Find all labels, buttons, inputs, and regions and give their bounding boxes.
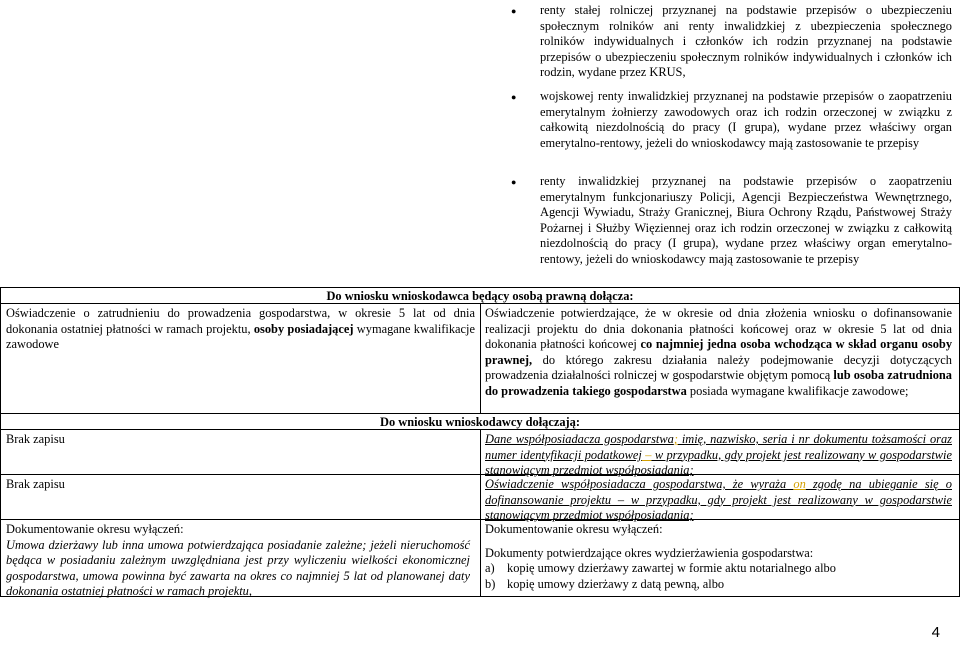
bullet-icon: ●: [511, 92, 517, 102]
row1-right-text: do którego zakresu działania należy podejmowanie decyzji dotyczących prowadzenia działalności rolniczej w gospodarstwie objętym pomocą: [485, 352, 952, 383]
page-number: 4: [931, 624, 940, 642]
bullet-text: renty stałej rolniczej przyznanej na podstawie przepisów o ubezpieczeniu społecznym rolników ani renty inwalidzkiej z ubezpieczenia społecznego rolników indywidualnych i członków ich rodzin przyznanej na podstawie przepisów o ubezpieczeniu społecznym rolników indywidualnych i członków ich rodzin, wydane przez KRUS,: [540, 3, 952, 80]
bullet-item: [511, 89, 952, 169]
list-item-letter: a): [485, 561, 495, 576]
row4-right-intro: Dokumenty potwierdzające okres wydzierżawienia gospodarstwa:: [485, 545, 814, 560]
list-item: [485, 561, 952, 577]
row2-right-text: w przypadku, gdy projekt jest realizowany w gospodarstwie stanowiącym przedmiot współposiadania;: [485, 447, 952, 478]
row3-right-text: Oświadczenie współposiadacza gospodarstwa, że wyraża: [485, 477, 794, 491]
bullet-item: [511, 3, 952, 83]
row4-left-cell: [6, 522, 470, 600]
list-item-text: kopię umowy dzierżawy z datą pewną, albo: [507, 576, 725, 591]
row2-right-highlight: ;: [673, 432, 678, 446]
list-item-letter: b): [485, 576, 496, 591]
list-item-text: kopię umowy dzierżawy zawartej w formie aktu notarialnego albo: [507, 561, 836, 576]
row1-left-text: Oświadczenie o zatrudnieniu do prowadzenia gospodarstwa, w okresie 5 lat od dnia dokonania ostatniej płatności w ramach projektu,: [6, 306, 475, 336]
row2-right-text: imię, nazwisko, seria i nr dokumentu tożsamości oraz numer identyfikacji podatkowej: [485, 432, 952, 462]
row3-left-cell: Brak zapisu: [6, 477, 65, 491]
list-item: [485, 577, 952, 593]
row2-right-highlight: –: [641, 447, 652, 462]
bullet-icon: ●: [511, 177, 517, 187]
table-rule: [480, 429, 481, 597]
row1-right-cell: [485, 306, 952, 400]
row4-right-title: Dokumentowanie okresu wyłączeń:: [485, 522, 663, 536]
row3-right-highlight: on: [793, 477, 806, 491]
table-rule: [0, 287, 1, 597]
row1-left-tail: wymagane kwalifikacje zawodowe: [6, 321, 475, 352]
row1-right-bold: co najmniej jedna osoba wchodząca w skład organu osoby prawnej,: [485, 337, 953, 367]
row4-left-title: Dokumentowanie okresu wyłączeń:: [6, 522, 184, 536]
table-rule: [480, 303, 481, 414]
row1-right-text: posiada wymagane kwalifikacje zawodowe;: [686, 383, 909, 398]
row1-left-bold: osoby posiadającej: [253, 321, 354, 336]
row2-right-cell: [485, 432, 952, 479]
row1-right-bold: lub osoba zatrudniona do prowadzenia takiego gospodarstwa: [485, 368, 952, 398]
row2-right-text: Dane współposiadacza gospodarstwa: [485, 432, 674, 446]
row1-right-text: Oświadczenie potwierdzające, że w okresie od dnia złożenia wniosku o dofinansowanie realizacji projektu do dnia dokonania płatności końcowej oraz w okresie 5 lat od dnia dokonania płatności końcowej: [485, 306, 952, 352]
table-rule: [0, 287, 960, 288]
row3-right-text: zgodę na ubieganie się o dofinansowanie projektu – w przypadku, gdy projekt jest realizowany w gospodarstwie stanowiącym przedmiot współposiadania;: [485, 477, 952, 523]
row1-left-cell: [6, 306, 475, 353]
row4-right-cell: [485, 522, 952, 592]
bullet-icon: ●: [511, 6, 517, 16]
bullet-text: renty inwalidzkiej przyznanej na podstawie przepisów o zaopatrzeniu emerytalnym funkcjonariuszy Policji, Agencji Bezpieczeństwa Wewnętrznego, Agencji Wywiadu, Straży Granicznej, Biura Ochrony Rządu, Państwowej Straży Pożarnej i Służby Więziennej oraz ich rodzin orzeczonej w związku z całkowitą niezdolnością do pracy (I grupa), wydane przez właściwy organ emerytalno-rentowy, jeżeli do wnioskodawcy mają zastosowanie te przepisy: [540, 174, 952, 266]
section-header: Do wniosku wnioskodawcy dołączają:: [380, 415, 580, 429]
row4-left-italic: Umowa dzierżawy lub inna umowa potwierdzająca posiadanie zależne; jeżeli nieruchomość będąca w posiadaniu zależnym uwzględniana jest przy wyliczeniu wielkości ekonomicznej gospodarstwa, umowa powinna być zawarta na okres co najmniej 5 lat od planowanej daty dokonania ostatniej płatności w ramach projektu,: [6, 537, 470, 599]
row2-left-cell: Brak zapisu: [6, 432, 65, 446]
row3-right-cell: [485, 477, 952, 524]
bullet-text: wojskowej renty inwalidzkiej przyznanej na podstawie przepisów o zaopatrzeniu emerytalnym żołnierzy zawodowych oraz ich rodzin orzeczonej w związku z całkowitą niezdolnością do pracy (I grupa), wydane przez właściwy organ emerytalno-rentowy, jeżeli do wnioskodawcy mają zastosowanie te przepisy: [540, 89, 952, 150]
section-header: Do wniosku wnioskodawca będący osobą prawną dołącza:: [326, 289, 634, 303]
bullet-item: [511, 174, 952, 284]
